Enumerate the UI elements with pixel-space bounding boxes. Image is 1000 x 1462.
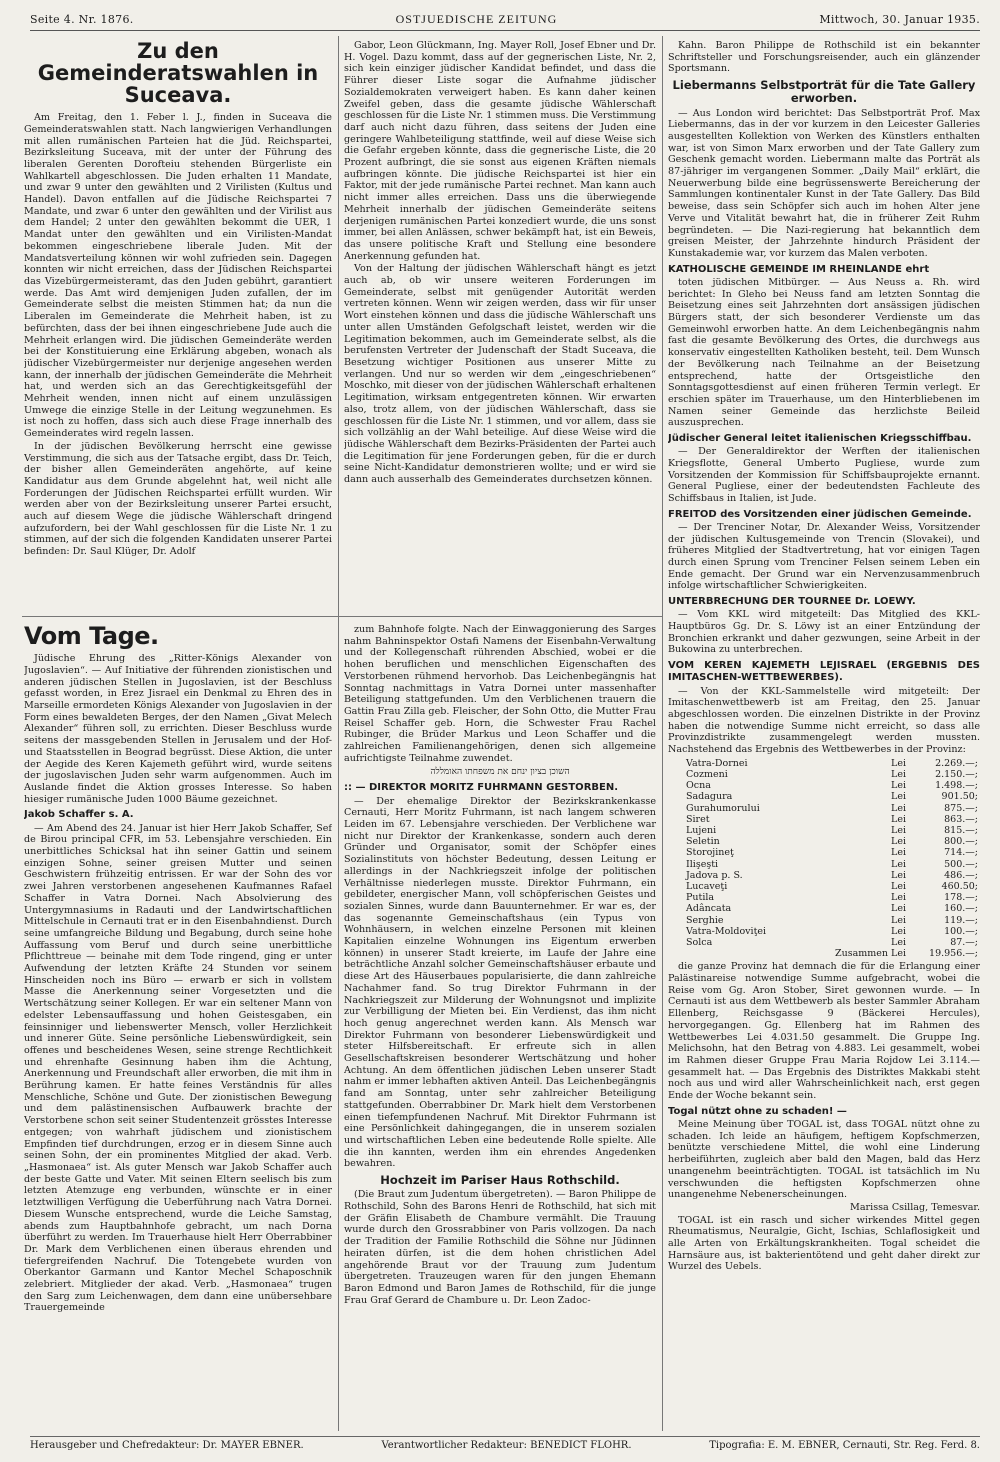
vom-tage-col2	[344, 624, 656, 1432]
article-gemeinderatswahlen-col1	[24, 40, 332, 612]
section-rule	[22, 616, 662, 617]
paragraph-tournee: — Vom KKL wird mitgeteilt: Das Mitglied des KKL-Hauptbüros Gg. Dr. S. Löwy ist an einer Entzündung der Bronchien erkrankt und daher gezwungen, seine Arbeit in der Bukowina zu unterbrechen.	[668, 609, 980, 656]
table-row	[668, 814, 980, 825]
vom-tage-col1	[24, 622, 332, 1432]
togal-signature: Marissa Csillag, Temesvar.	[850, 1201, 980, 1213]
headline-schaffer: Jakob Schaffer s. A.	[24, 809, 134, 821]
table-cell-ort: Adâncata	[686, 903, 732, 915]
headline-rothschild: Hochzeit im Pariser Haus Rothschild.	[380, 1173, 620, 1188]
paragraph: In der jüdischen Bevölkerung herrscht eine gewisse Verstimmung, die sich aus der Tatsache ergibt, dass Dr. Teich, der bisher allen Gemeinderäten angehörte, auf keine Kandidatur aus dem Grunde abgelehnt hat, weil nicht alle Forderungen der Jüdischen Reichspartei erfüllt wurden. Wir werden aber von der Bezirksleitung unserer Partei ersucht, auch auf diesem Wege die jüdische Wählerschaft dringend aufzufordern, bei der Wahl geschlossen für die Liste Nr. 1 zu stimmen, auf der sich die folgenden Kandidaten unserer Partei befinden: Dr. Saul Klüger, Dr. Adolf	[24, 440, 332, 558]
table-row	[668, 859, 980, 870]
paragraph: Am Freitag, den 1. Feber l. J., finden in Suceava die Gemeinderatswahlen statt. Nach langwierigen Verhandlungen mit allen rumänischen Parteien hat die Jüd. Reichspartei, Bezirksleitung Suceava, mit der unter der Führung des liberalen Gerenten Dorofteiu stehenden Bürgerliste ein Wahlkartell abgeschlossen. Die Juden erhalten 11 Mandate, und zwar 9 unter den gewählten und 2 Virilisten (Kultus und Handel). Davon entfallen auf die Jüdische Reichspartei 7 Mandate, und zwar 6 unter den gewählten und der Virilist aus dem Handel; 2 unter den gewählten bekommt die UER, 1 Mandat unter den gewählten und ein Virilisten-Mandat bekommen eingeschriebene liberale Juden. Mit der Mandatsverteilung können wir wohl zufrieden sein. Dagegen konnten wir nicht erreichen, dass der Jüdischen Reichspartei das Vizebürgermeisteramt, das den Juden gebührt, garantiert werde. Das Amt wird demjenigen Juden zufallen, der im Gemeinderate selbst die meisten Stimmen hat; da nun die Liberalen im Gemeinderate die Mehrheit haben, ist zu befürchten, dass der bei ihnen eingeschriebene Jude auch die Mehrheit erlangen wird. Die jüdischen Gemeinderäte werden bei der Konstituierung eine Erklärung abgeben, wonach als jüdischer Vizebürgermeister nur derjenige angesehen werden kann, der innerhalb der jüdischen Gemeinderäte die Mehrheit hat, und werden sich an das Gerechtigkeitsgefühl der Mehrheit wenden, innen nicht auf einem unzulässigen Umwege die einzige Stelle in der Leitung wegzunehmen. Es ist noch zu hoffen, dass sich auch diese Frage innerhalb des Gemeinderates wird regeln lassen.	[24, 112, 332, 440]
paragraph: Gabor, Leon Glückmann, Ing. Mayer Roll, Josef Ebner und Dr. H. Vogel. Dazu kommt, dass auf der gegnerischen Liste, Nr. 2, sich kein einziger jüdischer Kandidat befindet, und dass die Führer dieser Liste sogar die Aufnahme jüdischer Sozialdemokraten verweigert haben. Es kann daher keinen Zweifel geben, dass die gesamte jüdische Wählerschaft geschlossen für die Liste Nr. 1 stimmen muss. Die Verstimmung darf auch nicht dazu führen, dass seitens der Juden eine geringere Wahlbeteiligung stattfinde, weil auf diese Weise sich die Gefahr ergeben könnte, dass die gegnerische Liste, die 20 Prozent aufbringt, die sie sonst aus eigenen Kräften niemals aufbringen könnte. Die jüdische Reichspartei ist hier ein Faktor, mit der jede rumänische Partei rechnet. Man kann auch nicht immer alles erreichen. Dass uns die überwiegende Mehrheit innerhalb der jüdischen Gemeinderäte seitens derjenigen rumänischen Partei konzediert wurde, die uns sonst immer, bei allen Anlässen, schwer bekämpft hat, ist ein Beweis, das unsere politische Kraft und Stellung eine besondere Anerkennung gefunden hat.	[344, 40, 656, 262]
table-row	[668, 758, 980, 769]
table-cell-betrag: 486.—;	[944, 869, 978, 881]
table-cell-cur: Lei	[891, 802, 906, 814]
table-cell-ort: Sadagura	[686, 791, 733, 803]
column-rule	[338, 36, 339, 1431]
total-value: 19.956.—;	[929, 948, 978, 960]
paragraph-schaffer-cont: zum Bahnhofe folgte. Nach der Einwaggonierung des Sarges nahm Bahninspektor Ostafi Namens der Eisenbahn-Verwaltung und der Kollegenschaft rührenden Abschied, wobei er die hohen beruflichen und menschlichen Eigenschaften des Verstorbenen rühmend hervorhob. Das Leichenbegängnis hat Sonntag nachmittags in Vatra Dornei unter massenhafter Beteiligung stattgefunden. Um den Verblichenen trauern die Gattin Frau Zilla geb. Fleischer, der Sohn Otto, die Mutter Frau Reisel Schaffer geb. Horn, die Schwester Frau Rachel Rubinger, die Brüder Markus und Leon Schaffer und die zahlreichen Familienangehörigen, denen sich allgemeine aufrichtigste Teilnahme zuwendet.	[344, 624, 656, 764]
table-cell-cur: Lei	[891, 768, 906, 780]
total-label: Zusammen Lei	[834, 948, 906, 960]
headline-katholisch: KATHOLISCHE GEMEINDE IM RHEINLANDE ehrt	[668, 263, 930, 275]
table-cell-ort: Gurahumorului	[686, 802, 760, 814]
table-row	[668, 791, 980, 802]
table-cell-cur: Lei	[891, 914, 906, 926]
table-cell-cur: Lei	[891, 791, 906, 803]
table-cell-ort: Lujeni	[686, 824, 717, 836]
table-cell-cur: Lei	[891, 824, 906, 836]
table-cell-cur: Lei	[891, 858, 906, 870]
table-cell-cur: Lei	[891, 925, 906, 937]
table-cell-ort: Serghie	[686, 914, 724, 926]
table-row	[668, 836, 980, 847]
table-cell-cur: Lei	[891, 892, 906, 904]
paragraph-general: — Der Generaldirektor der Werften der italienischen Kriegsflotte, General Umberto Pugliese, wurde zum Vorsitzenden der Kommission für Schiffsbauprojekte ernannt. General Pugliese, einer der bedeutendsten Fachleute des Schiffsbaus in Italien, ist Jude.	[668, 446, 980, 505]
table-row	[668, 937, 980, 948]
paragraph-liebermann: — Aus London wird berichtet: Das Selbstporträt Prof. Max Liebermanns, das in der vor kurzem in den Leicester Galleries ausgestellten Kollektion von Werken des Künstlers enthalten war, ist von Simon Marx erworben und der Tate Gallery zum Geschenk gemacht worden. Liebermann malte das Porträt als 87-jähriger im vergangenen Sommer. „Daily Mail“ erklärt, die Neuerwerbung bilde eine begrüssenswerte Bereicherung der Sammlungen kontinentaler Kunst in der Tate Gallery. Das Bild beweise, dass sein Schöpfer sich auch im hohen Alter jene Verve und Vitalität bewahrt hat, die in früherer Zeit Ruhm begründeten. — Die Nazi-regierung hat bekanntlich dem greisen Meister, der Jahrzehnte hindurch Präsident der Kunstakademie war, vor kurzem das Malen verboten.	[668, 107, 980, 259]
table-row	[668, 903, 980, 914]
paragraph-alexander: Jüdische Ehrung des „Ritter-Königs Alexander von Jugoslavien“. — Auf Initiative der führenden zionistischen und anderen jüdischen Stellen in Jugoslavien, ist der Beschluss gefasst worden, in Erez Jisrael ein Denkmal zu Ehren des in Marseille ermordeten Königs Alexander von Jugoslavien in der Form eines bewaldeten Berges, der den Namen „Givat Melech Alexander“ führen soll, zu errichten. Dieser Beschluss wurde seitens der massgebenden Stellen in Jerusalem und der Hof- und Staatsstellen in Beograd begrüsst. Diese Aktion, die unter der Aegide des Keren Kajemeth geführt wird, wurde seitens der jugoslavischen Juden sehr warm aufgenommen. Auch im Auslande findet die Aktion grosses Interesse. So haben hiesiger rumänische Juden 1000 Bäume gezeichnet.	[24, 653, 332, 805]
paragraph-kahn: Kahn. Baron Philippe de Rothschild ist ein bekannter Schriftsteller und Forschungsreisender, auch ein glänzender Sportsmann.	[668, 40, 980, 75]
table-cell-betrag: 119.—;	[944, 914, 978, 926]
table-cell-ort: Putila	[686, 892, 715, 904]
table-cell-cur: Lei	[891, 936, 906, 948]
table-cell-ort: Solca	[686, 936, 713, 948]
paragraph-fuhrmann: — Der ehemalige Direktor der Bezirkskrankenkasse Cernauti, Herr Moritz Fuhrmann, ist nach langem schweren Leiden im 67. Lebensjahre verschieden. Der Verblichene war nicht nur Direktor der Krankenkasse, sondern auch deren Gründer und Organisator, somit der Schöpfer eines Sozialinstituts von höchster Bedeutung, dessen Leitung er allerdings in der Nachkriegszeit infolge der politischen Verhältnisse niederlegen musste. Direktor Fuhrmann, ein gebildeter, energischer Mann, voll schöpferischen Geistes und sozialen Sinnes, wurde dann Bauunternehmer. Er war es, der das sogenannte Gemeinschaftshaus (ein Typus von Wohnhäusern, in welchen einzelne Personen mit kleinen Kapitalien einzelne Wohnungen ins Eigentum erwerben können) in unserer Stadt kreierte, im Laufe der Jahre eine beträchtliche Anzahl solcher Gemeinschaftshäuser erbaute und diese Art des Häuserbaues popularisierte, die dann zahlreiche Nachahmer fand. So trug Direktor Fuhrmann in der Nachkriegszeit zur Milderung der Wohnungsnot und implizite zur Verbilligung der Mieten bei. Ein Verdienst, das ihm nicht hoch genug angerechnet werden kann. Als Mensch war Direktor Fuhrmann von besonderer Liebenswürdigkeit und steter Hilfsbereitschaft. Er erfreute sich in allen Gesellschaftskreisen besonderer Wertschätzung und hoher Achtung. An dem öffentlichen jüdischen Leben unserer Stadt nahm er immer lebhaften aktiven Anteil. Das Leichenbegängnis fand am Sonntag, unter sehr zahlreicher Beteiligung stattgefunden. Oberrabbiner Dr. Mark hielt dem Verstorbenen einen tiefempfundenen Nachruf. Mit Direktor Fuhrmann ist eine Persönlichkeit dahingegangen, die in unserem sozialen und wirtschaftlichen Leben eine bedeutende Rolle spielte. Alle die ihn kannten, werden ihm ein ehrendes Angedenken bewahren.	[344, 795, 656, 1170]
column-3	[668, 40, 980, 1432]
table-cell-ort: Vatra-Moldoviţei	[686, 925, 767, 937]
table-cell-cur: Lei	[891, 757, 906, 769]
table-cell-betrag: 800.—;	[944, 836, 978, 848]
table-cell-betrag: 100.—;	[944, 925, 978, 937]
headline-togal: Togal nützt ohne zu schaden! —	[668, 1105, 847, 1117]
table-cell-betrag: 178.—;	[944, 892, 978, 904]
headline-keren: VOM KEREN KAJEMETH LEJISRAEL (ERGEBNIS DES IMITASCHEN-WETTBEWERBES).	[668, 660, 980, 684]
table-cell-cur: Lei	[891, 847, 906, 859]
table-cell-ort: Cozmeni	[686, 768, 728, 780]
table-cell-betrag: 2.269.—;	[935, 757, 978, 769]
headline-general: Jüdischer General leitet italienischen Kriegsschiffbau.	[668, 433, 972, 445]
paragraph-togal-2: TOGAL ist ein rasch und sicher wirkendes Mittel gegen Rheumatismus, Neuralgie, Gicht, Ischias, Schlaflosigkeit und alle Arten von Erkältungskrankheiten. Togal scheidet die Harnsäure aus, ist bakterientötend und geht daher direkt zur Wurzel des Uebels.	[668, 1214, 980, 1273]
footer-imprint	[30, 1436, 980, 1456]
article-title: Zu den Gemeinderatswahlen in Suceava.	[37, 40, 319, 108]
masthead	[30, 8, 980, 31]
section-title: Vom Tage.	[24, 622, 159, 650]
page-number: Seite 4. Nr. 1876.	[30, 12, 134, 26]
paragraph: Von der Haltung der jüdischen Wählerschaft hängt es jetzt auch ab, ob wir unsere weiteren Forderungen im Gemeinderate, selbst mit genügender Autorität werden vertreten können. Wenn wir zeigen werden, dass wir für unser Wort einstehen können und dass die jüdische Wählerschaft uns unter allen Umständen Gefolgschaft leistet, werden wir die Legitimation bekommen, auch im Gemeinderate selbst, als die berufensten Vertreter der Judenschaft der Stadt Suceava, die Besetzung wichtiger Positionen aus unserer Mitte zu verlangen. Und nur so werden wir dem „eingeschriebenen“ Moschko, mit dieser von der jüdischen Wählerschaft erhaltenen Legitimation, wirksam entgegentreten können. Wir erwarten also, trotz allem, von der jüdischen Wählerschaft, dass sie geschlossen für die Liste Nr. 1 stimmen, und vor allem, dass sie sich vollzählig an der Wahl beteilige. Auf diese Weise wird die jüdische Wählerschaft dem Bezirks-Präsidenten der Partei auch die Legitimation für jene Forderungen geben, für die er durch seine Nicht-Kandidatur demonstrieren wollte; und er wird sie dann auch ausserhalb des Gemeinderates durchsetzen können.	[344, 263, 656, 486]
table-cell-betrag: 460.50;	[941, 880, 978, 892]
table-cell-cur: Lei	[891, 813, 906, 825]
issue-date: Mittwoch, 30. Januar 1935.	[819, 12, 980, 26]
paragraph-keren-result: die ganze Provinz hat demnach die für die Erlangung einer Palästinareise notwendige Summe aufgebracht, wobei die Reise vom Gg. Aron Stober, Siret gewonnen wurde. — In Cernauti ist aus dem Wettbewerb als bester Sammler Abraham Ellenberg, Reichsgasse 9 (Bäckerei Hercules), hervorgegangen. Gg. Ellenberg hat im Rahmen des Wettbewerbes Lei 4.031.50 gesammelt. Die Gruppe Ing. Melichsohn, hat den Betrag von 4.883. Lei gesammelt, wobei im Rahmen dieser Gruppe Frau Maria Rojdow Lei 3.114.— gesammelt hat. — Das Ergebnis des Distriktes Makkabi steht noch aus und wird aller Wahrscheinlichkeit nach, erst gegen Ende der Woche bekannt sein.	[668, 961, 980, 1102]
headline-freitod: FREITOD des Vorsitzenden einer jüdischen Gemeinde.	[668, 508, 972, 520]
table-cell-ort: Seletin	[686, 836, 720, 848]
table-row	[668, 881, 980, 892]
ergebnis-table	[668, 758, 980, 960]
newspaper-title: OSTJUEDISCHE ZEITUNG	[395, 11, 558, 26]
table-row	[668, 769, 980, 780]
table-cell-ort: Lucaveţi	[686, 880, 728, 892]
table-row	[668, 780, 980, 791]
table-row	[668, 926, 980, 937]
column-rule	[662, 36, 663, 1431]
paragraph-togal: Meine Meinung über TOGAL ist, dass TOGAL nützt ohne zu schaden. Ich leide an häufigem, heftigem Kopfschmerzen, benützte verschiedene Mittel, die wohl eine Linderung herbeiführten, zugleich aber bald den Magen, bald das Herz unangenehm beeinträchtigten. TOGAL ist tatsächlich im Nu verschwunden die heftigsten Kopfschmerzen ohne unangenehme Nebenerscheinungen.	[668, 1119, 980, 1201]
table-row	[668, 803, 980, 814]
hebrew-line: השוכן בציון ינחם את משפחתו האומללה	[430, 767, 570, 778]
table-row	[668, 915, 980, 926]
table-cell-betrag: 160.—;	[944, 903, 978, 915]
table-cell-betrag: 1.498.—;	[935, 780, 978, 792]
paragraph-rothschild: (Die Braut zum Judentum übergetreten). — Baron Philippe de Rothschild, Sohn des Barons Henri de Rothschild, hat sich mit der Gräfin Elisabeth de Chambure vermählt. Die Trauung wurde durch den Grossrabbiner von Paris vollzogen. Da nach der Tradition der Familie Rothschild die Söhne nur Jüdinnen heiraten dürfen, ist die dem hohen christlichen Adel angehörende Braut vor der Trauung zum Judentum übergetreten. Trauzeugen waren für den jungen Ehemann Baron Edmond und Baron James de Rothschild, für die junge Frau Graf Gerard de Chambure u. Dr. Leon Zadoc-	[344, 1189, 656, 1306]
paragraph-freitod: — Der Trenciner Notar, Dr. Alexander Weiss, Vorsitzender der jüdischen Kultusgemeinde von Trencin (Slovakei), und früheres Mitglied der Stadtvertretung, hat vor einigen Tagen durch einen Sprung vom Trenciner Felsen seinem Leben ein Ende gemacht. Der Grund war ein Nervenzusammenbruch infolge wirtschaftlicher Schwierigkeiten.	[668, 521, 980, 592]
table-cell-cur: Lei	[891, 880, 906, 892]
table-cell-ort: Jadova p. S.	[686, 869, 743, 881]
article-gemeinderatswahlen-col2	[344, 40, 656, 612]
table-cell-cur: Lei	[891, 780, 906, 792]
table-cell-cur: Lei	[891, 903, 906, 915]
table-cell-betrag: 815.—;	[944, 824, 978, 836]
footer-editor: Verantwortlicher Redakteur: BENEDICT FLOHR.	[381, 1440, 632, 1451]
table-row	[668, 892, 980, 903]
table-cell-ort: Siret	[686, 813, 710, 825]
table-row	[668, 870, 980, 881]
headline-fuhrmann: :: — DIREKTOR MORITZ FUHRMANN GESTORBEN.	[344, 782, 619, 794]
headline-liebermann: Liebermanns Selbstporträt für die Tate Gallery erworben.	[672, 78, 976, 106]
paragraph-katholisch: toten jüdischen Mitbürger. — Aus Neuss a. Rh. wird berichtet: In Gleho bei Neuss fand am letzten Sonntag die Beisetzung eines seit Jahrzehnten dort ansässigen jüdischen Bürgers statt, der sich besonderer Verdienste um das Gemeinwohl erworben hatte. An dem Leichenbegängnis nahm fast die gesamte Bevölkerung des Ortes, die durchwegs aus konservativ eingestellten Katholiken besteht, teil. Dem Wunsch der Bevölkerung nach Teilnahme an der Beisetzung entsprechend, hatte der Ortsgeistliche den Sonntagsgottesdienst auf einen früheren Termin verlegt. Er erschien später im Trauerhause, um den Hinterbliebenen im Namen seiner Gemeinde das herzlichste Beileid auszusprechen.	[668, 276, 980, 429]
table-total-row	[668, 948, 980, 959]
table-cell-betrag: 87.—;	[950, 936, 978, 948]
table-cell-betrag: 714.—;	[944, 847, 978, 859]
table-cell-cur: Lei	[891, 869, 906, 881]
table-cell-ort: Vatra-Dornei	[686, 757, 748, 769]
table-row	[668, 847, 980, 858]
footer-printer: Tipografia: E. M. EBNER, Cernauti, Str. Reg. Ferd. 8.	[709, 1440, 980, 1451]
table-cell-betrag: 875.—;	[944, 802, 978, 814]
table-cell-ort: Storojineţ	[686, 847, 734, 859]
table-row	[668, 825, 980, 836]
footer-publisher: Herausgeber und Chefredakteur: Dr. MAYER EBNER.	[30, 1440, 304, 1451]
table-cell-ort: Ilişeşti	[686, 858, 719, 870]
headline-tournee: UNTERBRECHUNG DER TOURNEE Dr. LOEWY.	[668, 596, 916, 608]
table-cell-betrag: 901.50;	[941, 791, 978, 803]
paragraph-schaffer: — Am Abend des 24. Januar ist hier Herr Jakob Schaffer, Sef de Birou principal CFR, im 53. Lebensjahre verschieden. Ein unerbittliches Schicksal hat ihn seiner Gattin und seinem einzigen Sohne, seiner greisen Mutter und seinen Geschwistern frühzeitig entrissen. Er war der Sohn des vor zwei Jahren verstorbenen angesehenen Kaufmannes Rafael Schaffer in Vatra Dornei. Nach Absolvierung des Untergymnasiums in Radauti und der Landwirtschaftlichen Mittelschule in Cernauti trat er in den Eisenbahndienst. Durch seine umfangreiche Bildung und Begabung, durch seine hohe Auffassung vom Beruf und durch seine unerbittliche Pflichttreue — beinahe mit dem Tode ringend, ging er unter Aufwendung der letzten Kräfte 24 Stunden vor seinem Hinscheiden noch ins Büro — erwarb er sich in vollstem Masse die Anerkennung seiner Vorgesetzten und die Wertschätzung seiner Kollegen. Er war ein seltener Mann von edelster Lebensauffassung und hohen Geistesgaben, ein feinsinniger und liebenswerter Mensch, voller Herzlichkeit und innerer Güte. Seine persönliche Liebenswürdigkeit, sein offenes und bescheidenes Wesen, seine strenge Rechtlichkeit und ehrenhafte Gesinnung haben ihm die Achtung, Anerkennung und Freundschaft aller erworben, die mit ihm in Berührung kamen. Er hatte feines Verständnis für alles Menschliche, Schöne und Gute. Der zionistischen Bewegung und dem palästinensischen Aufbauwerk brachte der Verstorbene schon seit seiner Studentenzeit grösstes Interesse entgegen; von wahrhaft jüdischem und zionistischem Empfinden tief durchdrungen, erzog er in diesem Sinne auch seinen Sohn, der ein prominentes Mitglied der akad. Verb. „Hasmonaea“ ist. Als guter Mensch war Jakob Schaffer auch der beste Gatte und Vater. Mit seinen Eltern seelisch bis zum letzten Atemzuge eng verbunden, wünschte er in einer letztwilligen Verfügung die Ueberführung nach Vatra Dornei. Diesem Wunsche entsprechend, wurde die Leiche Samstag, abends zum Hauptbahnhofe gebracht, um nach Dorna überführt zu werden. Im Trauerhause hielt Herr Oberrabbiner Dr. Mark dem Verblichenen einen überaus ehrenden und tiefergreifenden Nachruf. Die Totengebete wurden von Oberkantor Garmann und Kantor Mechel Schaposchnik zelebriert. Mitglieder der akad. Verb. „Hasmonaea“ trugen den Sarg zum Leichenwagen, dem dann eine unübersehbare Trauergemeinde	[24, 822, 332, 1314]
table-cell-ort: Ocna	[686, 780, 711, 792]
table-cell-cur: Lei	[891, 836, 906, 848]
table-cell-betrag: 863.—;	[944, 813, 978, 825]
table-cell-betrag: 2.150.—;	[935, 768, 978, 780]
paragraph-keren: — Von der KKL-Sammelstelle wird mitgeteilt: Der Imitaschenwettbewerb ist am Freitag, den 25. Januar abgeschlossen worden. Die einzelnen Distrikte in der Provinz haben die notwendige Summe nicht erreicht, so dass alle Provinzdistrikte zusammengelegt werden mussten. Nachstehend das Ergebnis des Wettbewerbes in der Provinz:	[668, 685, 980, 756]
table-cell-betrag: 500.—;	[944, 858, 978, 870]
